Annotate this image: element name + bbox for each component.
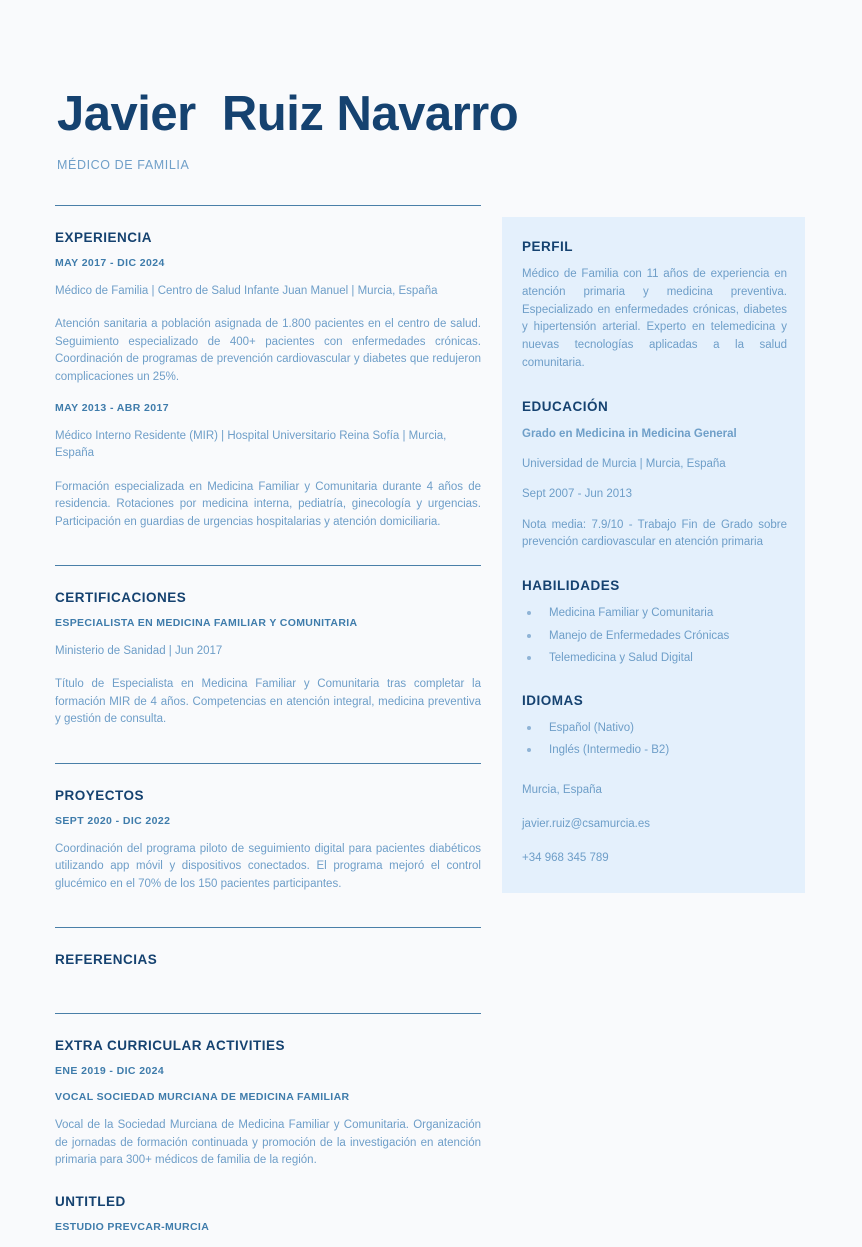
bullet-icon	[527, 726, 531, 730]
extra-curricular-role: VOCAL SOCIEDAD MURCIANA DE MEDICINA FAMILIAR	[55, 1091, 350, 1104]
divider-experience-top	[55, 205, 481, 206]
section-education	[522, 399, 787, 552]
sidebar	[502, 217, 805, 893]
extra-curricular-description: Vocal de la Sociedad Murciana de Medicina Familiar y Comunitaria. Organización de jornadas de formación continuada y promoción de la investigación en atención primaria para 300+ médicos de familia de la región.	[55, 1119, 481, 1167]
section-title-extra-curricular: EXTRA CURRICULAR ACTIVITIES	[55, 1038, 286, 1054]
section-profile	[522, 239, 787, 373]
candidate-job-title: MÉDICO DE FAMILIA	[57, 157, 190, 172]
spacer	[55, 979, 481, 1013]
extra-curricular-dates: ENE 2019 - DIC 2024	[55, 1065, 165, 1078]
section-title-projects: PROYECTOS	[55, 787, 145, 803]
experience-description: Atención sanitaria a población asignada de 1.800 pacientes en el centro de salud. Seguimiento especializado de 400+ pacientes con enfermedades crónicas. Coordinación de programas de prevención cardiovascular y diabetes que redujeron complicaciones un 25%.	[55, 318, 481, 383]
spacer	[55, 547, 481, 565]
untitled-entry-name: ESTUDIO PREVCAR-MURCIA	[55, 1220, 210, 1233]
contact-location: Murcia, España	[522, 783, 602, 796]
project-description: Coordinación del programa piloto de seguimiento digital para pacientes diabéticos utilizando app móvil y dispositivos conectados. El programa mejoró el control glucémico en el 70% de los 150 pacientes participantes.	[55, 842, 481, 890]
experience-entry	[55, 257, 481, 386]
list-item	[522, 605, 787, 622]
project-entry	[55, 815, 481, 893]
list-item	[522, 650, 787, 667]
project-dates: SEPT 2020 - DIC 2022	[55, 814, 171, 827]
section-contact	[522, 782, 787, 868]
certification-meta: Ministerio de Sanidad | Jun 2017	[55, 645, 223, 658]
languages-list	[522, 720, 787, 760]
skill-label: Medicina Familiar y Comunitaria	[549, 607, 714, 620]
experience-dates: MAY 2017 - DIC 2024	[55, 257, 165, 269]
section-title-education: EDUCACIÓN	[522, 398, 609, 414]
section-title-profile: PERFIL	[522, 239, 574, 254]
section-languages	[522, 693, 787, 760]
bullet-icon	[527, 656, 531, 660]
bullet-icon	[527, 748, 531, 752]
spacer	[55, 909, 481, 927]
education-details: Nota media: 7.9/10 - Trabajo Fin de Grado sobre prevención cardiovascular en atención primaria	[522, 518, 787, 549]
education-degree: Grado en Medicina in Medicina General	[522, 427, 737, 440]
list-item	[522, 742, 787, 759]
candidate-name: Javier Ruiz Navarro	[57, 87, 519, 141]
section-certifications	[55, 590, 481, 729]
certification-entry	[55, 617, 481, 729]
section-title-experience: EXPERIENCIA	[55, 230, 153, 245]
section-projects	[55, 788, 481, 893]
contact-email[interactable]: javier.ruiz@csamurcia.es	[522, 817, 650, 830]
section-title-references: REFERENCIAS	[55, 952, 158, 968]
education-dates: Sept 2007 - Jun 2013	[522, 488, 632, 501]
divider-extracurricular-top	[55, 1013, 481, 1014]
language-label: Inglés (Intermedio - B2)	[549, 744, 670, 757]
experience-description: Formación especializada en Medicina Familiar y Comunitaria durante 4 años de residencia. Rotaciones por medicina interna, pediatría, ginecología y urgencias. Participación en guardias de urgencias hospitalarias y atención domiciliaria.	[55, 480, 481, 528]
divider-projects-top	[55, 763, 481, 764]
section-references	[55, 952, 481, 1013]
experience-entry	[55, 402, 481, 531]
language-label: Español (Nativo)	[549, 722, 635, 734]
section-untitled	[55, 1194, 481, 1233]
spacer	[55, 745, 481, 763]
skill-label: Telemedicina y Salud Digital	[549, 651, 693, 664]
certification-description: Título de Especialista en Medicina Familiar y Comunitaria tras completar la formación MIR de 4 años. Competencias en atención integral, medicina preventiva y gestión de consulta.	[55, 678, 481, 726]
certification-name: ESPECIALISTA EN MEDICINA FAMILIAR Y COMUNITARIA	[55, 617, 358, 630]
main-column	[55, 205, 481, 1247]
skill-label: Manejo de Enfermedades Crónicas	[549, 629, 730, 642]
section-extra-curricular	[55, 1038, 481, 1169]
bullet-icon	[527, 611, 531, 615]
list-item	[522, 628, 787, 645]
divider-certifications-top	[55, 565, 481, 566]
education-institution: Universidad de Murcia | Murcia, España	[522, 458, 726, 471]
experience-meta: Médico Interno Residente (MIR) | Hospital Universitario Reina Sofía | Murcia, España	[55, 430, 447, 460]
section-title-untitled: UNTITLED	[55, 1193, 126, 1209]
extra-curricular-entry	[55, 1065, 481, 1169]
contact-phone[interactable]: +34 968 345 789	[522, 852, 609, 864]
section-experience	[55, 230, 481, 531]
section-title-languages: IDIOMAS	[522, 693, 584, 708]
skills-list	[522, 605, 787, 667]
divider-references-top	[55, 927, 481, 928]
section-skills	[522, 578, 787, 667]
section-title-skills: HABILIDADES	[522, 578, 620, 594]
list-item	[522, 720, 787, 737]
experience-meta: Médico de Familia | Centro de Salud Infante Juan Manuel | Murcia, España	[55, 285, 438, 297]
bullet-icon	[527, 634, 531, 638]
profile-text: Médico de Familia con 11 años de experiencia en atención primaria y medicina preventiva. Especializado en enfermedades crónicas, diabetes y hipertensión arterial. Experto en telemedicina y nuevas tecnologías aplicadas a la salud comunitaria.	[522, 268, 787, 370]
resume-header	[57, 88, 797, 172]
experience-dates: MAY 2013 - ABR 2017	[55, 402, 170, 415]
section-title-certifications: CERTIFICACIONES	[55, 590, 187, 606]
